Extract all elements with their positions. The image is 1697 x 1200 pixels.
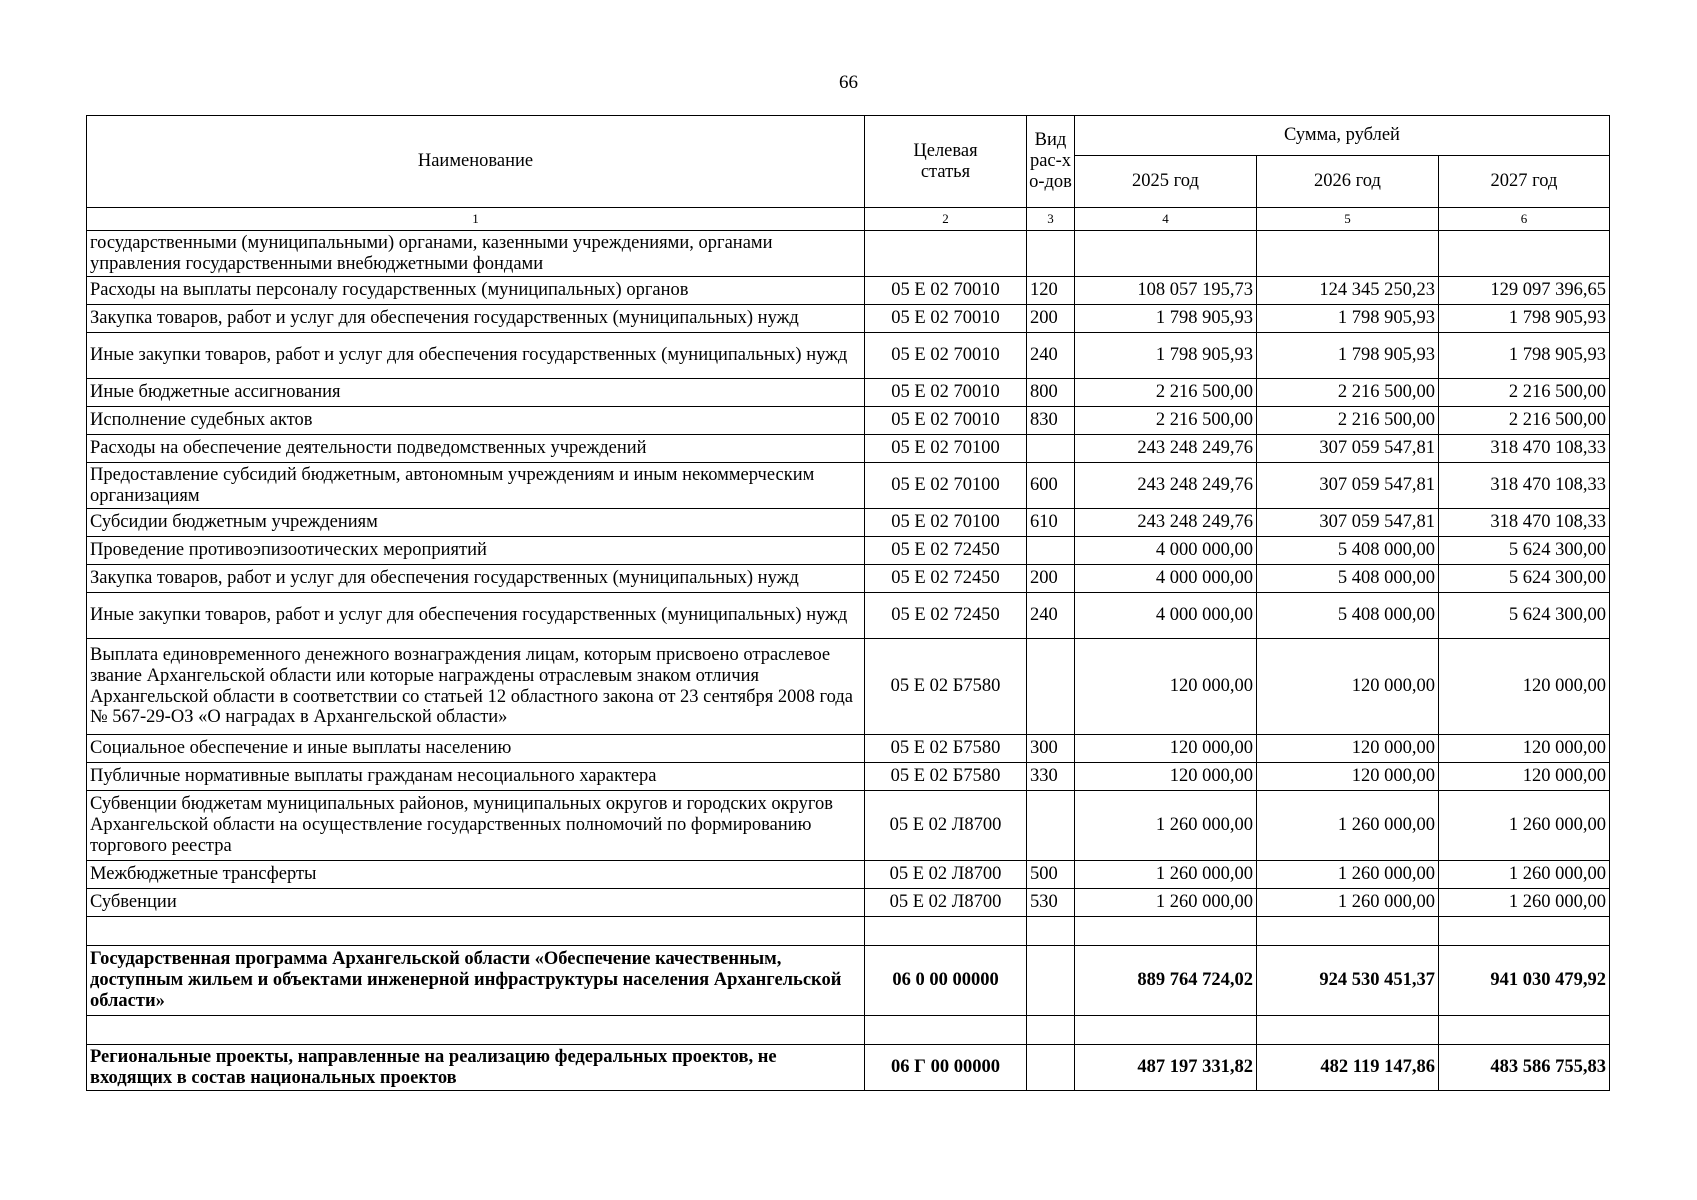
row-name: Закупка товаров, работ и услуг для обеспечения государственных (муниципальных) нужд [87,305,865,333]
table-row [87,277,1610,305]
row-name: Субвенции бюджетам муниципальных районов, муниципальных округов и городских округов Архангельской области на осуществление государственных полномочий по формированию торгового реестра [87,791,865,861]
row-amount-2025: 1 260 000,00 [1075,791,1257,861]
row-amount-2027: 120 000,00 [1439,763,1610,791]
row-amount-2026: 1 260 000,00 [1257,889,1439,917]
row-name: Региональные проекты, направленные на реализацию федеральных проектов, не входящих в состав национальных проектов [87,1045,865,1091]
row-amount-2027: 5 624 300,00 [1439,565,1610,593]
row-code: 05 Е 02 70010 [865,379,1027,407]
row-amount-2027: 129 097 396,65 [1439,277,1610,305]
row-name: Закупка товаров, работ и услуг для обеспечения государственных (муниципальных) нужд [87,565,865,593]
row-amount-2026: 2 216 500,00 [1257,407,1439,435]
row-kind: 120 [1027,277,1075,305]
page-number: 66 [839,72,858,93]
row-kind: 830 [1027,407,1075,435]
row-code: 05 Е 02 72450 [865,593,1027,639]
row-amount-2025: 1 798 905,93 [1075,333,1257,379]
row-kind: 330 [1027,763,1075,791]
table-row [87,791,1610,861]
table-row [87,639,1610,735]
column-number: 6 [1439,208,1610,231]
row-amount-2026: 1 798 905,93 [1257,333,1439,379]
row-amount-2025: 4 000 000,00 [1075,593,1257,639]
row-amount-2025 [1075,231,1257,277]
row-kind: 600 [1027,463,1075,509]
row-kind [1027,946,1075,1016]
row-amount-2025: 2 216 500,00 [1075,379,1257,407]
column-number: 5 [1257,208,1439,231]
row-amount-2026: 124 345 250,23 [1257,277,1439,305]
column-number: 4 [1075,208,1257,231]
row-code: 05 Е 02 Б7580 [865,763,1027,791]
row-amount-2026: 1 260 000,00 [1257,791,1439,861]
row-name: Социальное обеспечение и иные выплаты населению [87,735,865,763]
row-amount-2027: 483 586 755,83 [1439,1045,1610,1091]
row-amount-2027: 5 624 300,00 [1439,537,1610,565]
row-code: 06 0 00 00000 [865,946,1027,1016]
row-kind: 300 [1027,735,1075,763]
row-code: 05 Е 02 70010 [865,277,1027,305]
row-amount-2027: 941 030 479,92 [1439,946,1610,1016]
row-kind: 800 [1027,379,1075,407]
row-code: 05 Е 02 70100 [865,435,1027,463]
row-code: 05 Е 02 70100 [865,463,1027,509]
row-code: 05 Е 02 Л8700 [865,889,1027,917]
row-code: 05 Е 02 Л8700 [865,861,1027,889]
row-kind: 500 [1027,861,1075,889]
row-name: Субвенции [87,889,865,917]
row-amount-2026: 5 408 000,00 [1257,565,1439,593]
row-amount-2025: 120 000,00 [1075,735,1257,763]
row-amount-2027: 318 470 108,33 [1439,509,1610,537]
row-kind [1027,435,1075,463]
table-row [87,593,1610,639]
table-row [87,1045,1610,1091]
row-code: 05 Е 02 Л8700 [865,791,1027,861]
row-name: государственными (муниципальными) органами, казенными учреждениями, органами управления государственными внебюджетными фондами [87,231,865,277]
row-amount-2027: 1 798 905,93 [1439,305,1610,333]
table-row [87,333,1610,379]
row-name: Иные закупки товаров, работ и услуг для обеспечения государственных (муниципальных) нужд [87,593,865,639]
row-code: 05 Е 02 70010 [865,407,1027,435]
row-kind [1027,231,1075,277]
row-amount-2027: 1 260 000,00 [1439,791,1610,861]
row-amount-2025: 4 000 000,00 [1075,565,1257,593]
row-kind [1027,791,1075,861]
row-amount-2027: 1 260 000,00 [1439,861,1610,889]
row-amount-2027: 120 000,00 [1439,639,1610,735]
row-amount-2025: 889 764 724,02 [1075,946,1257,1016]
row-amount-2025: 120 000,00 [1075,763,1257,791]
table-row [87,509,1610,537]
column-number: 1 [87,208,865,231]
row-amount-2025: 1 798 905,93 [1075,305,1257,333]
header-year-2025: 2025 год [1075,156,1257,208]
row-name: Предоставление субсидий бюджетным, автономным учреждениям и иным некоммерческим организациям [87,463,865,509]
row-amount-2025: 1 260 000,00 [1075,889,1257,917]
row-amount-2027 [1439,231,1610,277]
header-target-article: Целевая статья [865,116,1027,208]
row-kind [1027,537,1075,565]
row-amount-2025: 1 260 000,00 [1075,861,1257,889]
row-name: Государственная программа Архангельской области «Обеспечение качественным, доступным жильем и объектами инженерной инфраструктуры населения Архангельской области» [87,946,865,1016]
row-name: Иные бюджетные ассигнования [87,379,865,407]
row-amount-2026: 5 408 000,00 [1257,593,1439,639]
row-name: Выплата единовременного денежного вознаграждения лицам, которым присвоено отраслевое звание Архангельской области или которые награждены отраслевым знаком отличия Архангельской области в соответствии со статьей 12 областного закона от 23 сентября 2008 года № 567-29-ОЗ «О наградах в Архангельской области» [87,639,865,735]
row-kind [1027,1045,1075,1091]
table-row [87,537,1610,565]
column-number-row [87,208,1610,231]
row-amount-2025: 4 000 000,00 [1075,537,1257,565]
row-amount-2026: 1 798 905,93 [1257,305,1439,333]
row-amount-2026: 2 216 500,00 [1257,379,1439,407]
row-amount-2025: 120 000,00 [1075,639,1257,735]
row-amount-2026 [1257,231,1439,277]
row-amount-2026: 120 000,00 [1257,763,1439,791]
table-row [87,565,1610,593]
header-year-2026: 2026 год [1257,156,1439,208]
table-row [87,231,1610,277]
row-name: Проведение противоэпизоотических мероприятий [87,537,865,565]
row-amount-2027: 318 470 108,33 [1439,435,1610,463]
row-amount-2026: 120 000,00 [1257,735,1439,763]
row-amount-2026: 5 408 000,00 [1257,537,1439,565]
row-amount-2025: 2 216 500,00 [1075,407,1257,435]
row-kind: 200 [1027,565,1075,593]
row-name: Исполнение судебных актов [87,407,865,435]
table-row [87,379,1610,407]
row-amount-2025: 108 057 195,73 [1075,277,1257,305]
row-amount-2026: 307 059 547,81 [1257,435,1439,463]
row-kind: 530 [1027,889,1075,917]
row-code: 05 Е 02 Б7580 [865,735,1027,763]
row-code: 05 Е 02 70100 [865,509,1027,537]
table-row [87,435,1610,463]
row-amount-2026: 120 000,00 [1257,639,1439,735]
row-amount-2025: 243 248 249,76 [1075,435,1257,463]
row-amount-2025: 487 197 331,82 [1075,1045,1257,1091]
row-kind: 200 [1027,305,1075,333]
row-amount-2027: 1 798 905,93 [1439,333,1610,379]
table-row [87,946,1610,1016]
spacer-row [87,917,1610,946]
row-code [865,231,1027,277]
table-row [87,463,1610,509]
row-code: 05 Е 02 70010 [865,305,1027,333]
row-name: Иные закупки товаров, работ и услуг для обеспечения государственных (муниципальных) нужд [87,333,865,379]
header-expense-type: Вид рас-хо-дов [1027,116,1075,208]
row-code: 05 Е 02 Б7580 [865,639,1027,735]
row-amount-2027: 5 624 300,00 [1439,593,1610,639]
row-amount-2027: 1 260 000,00 [1439,889,1610,917]
table-row [87,407,1610,435]
row-kind [1027,639,1075,735]
table-row [87,305,1610,333]
table-row [87,889,1610,917]
column-number: 2 [865,208,1027,231]
column-number: 3 [1027,208,1075,231]
row-name: Публичные нормативные выплаты гражданам несоциального характера [87,763,865,791]
row-name: Субсидии бюджетным учреждениям [87,509,865,537]
budget-table [86,115,1610,1091]
row-code: 06 Г 00 00000 [865,1045,1027,1091]
header-name: Наименование [87,116,865,208]
row-amount-2025: 243 248 249,76 [1075,509,1257,537]
table-row [87,861,1610,889]
row-name: Расходы на выплаты персоналу государственных (муниципальных) органов [87,277,865,305]
table-row [87,763,1610,791]
row-code: 05 Е 02 70010 [865,333,1027,379]
row-amount-2026: 924 530 451,37 [1257,946,1439,1016]
header-sum: Сумма, рублей [1075,116,1610,156]
row-kind: 240 [1027,333,1075,379]
row-kind: 610 [1027,509,1075,537]
table-row [87,735,1610,763]
row-kind: 240 [1027,593,1075,639]
row-amount-2026: 307 059 547,81 [1257,463,1439,509]
row-amount-2027: 2 216 500,00 [1439,407,1610,435]
row-name: Межбюджетные трансферты [87,861,865,889]
row-amount-2026: 482 119 147,86 [1257,1045,1439,1091]
row-amount-2025: 243 248 249,76 [1075,463,1257,509]
row-amount-2026: 1 260 000,00 [1257,861,1439,889]
row-amount-2027: 318 470 108,33 [1439,463,1610,509]
row-name: Расходы на обеспечение деятельности подведомственных учреждений [87,435,865,463]
row-amount-2027: 2 216 500,00 [1439,379,1610,407]
header-year-2027: 2027 год [1439,156,1610,208]
row-amount-2027: 120 000,00 [1439,735,1610,763]
row-code: 05 Е 02 72450 [865,537,1027,565]
row-code: 05 Е 02 72450 [865,565,1027,593]
row-amount-2026: 307 059 547,81 [1257,509,1439,537]
spacer-row [87,1016,1610,1045]
